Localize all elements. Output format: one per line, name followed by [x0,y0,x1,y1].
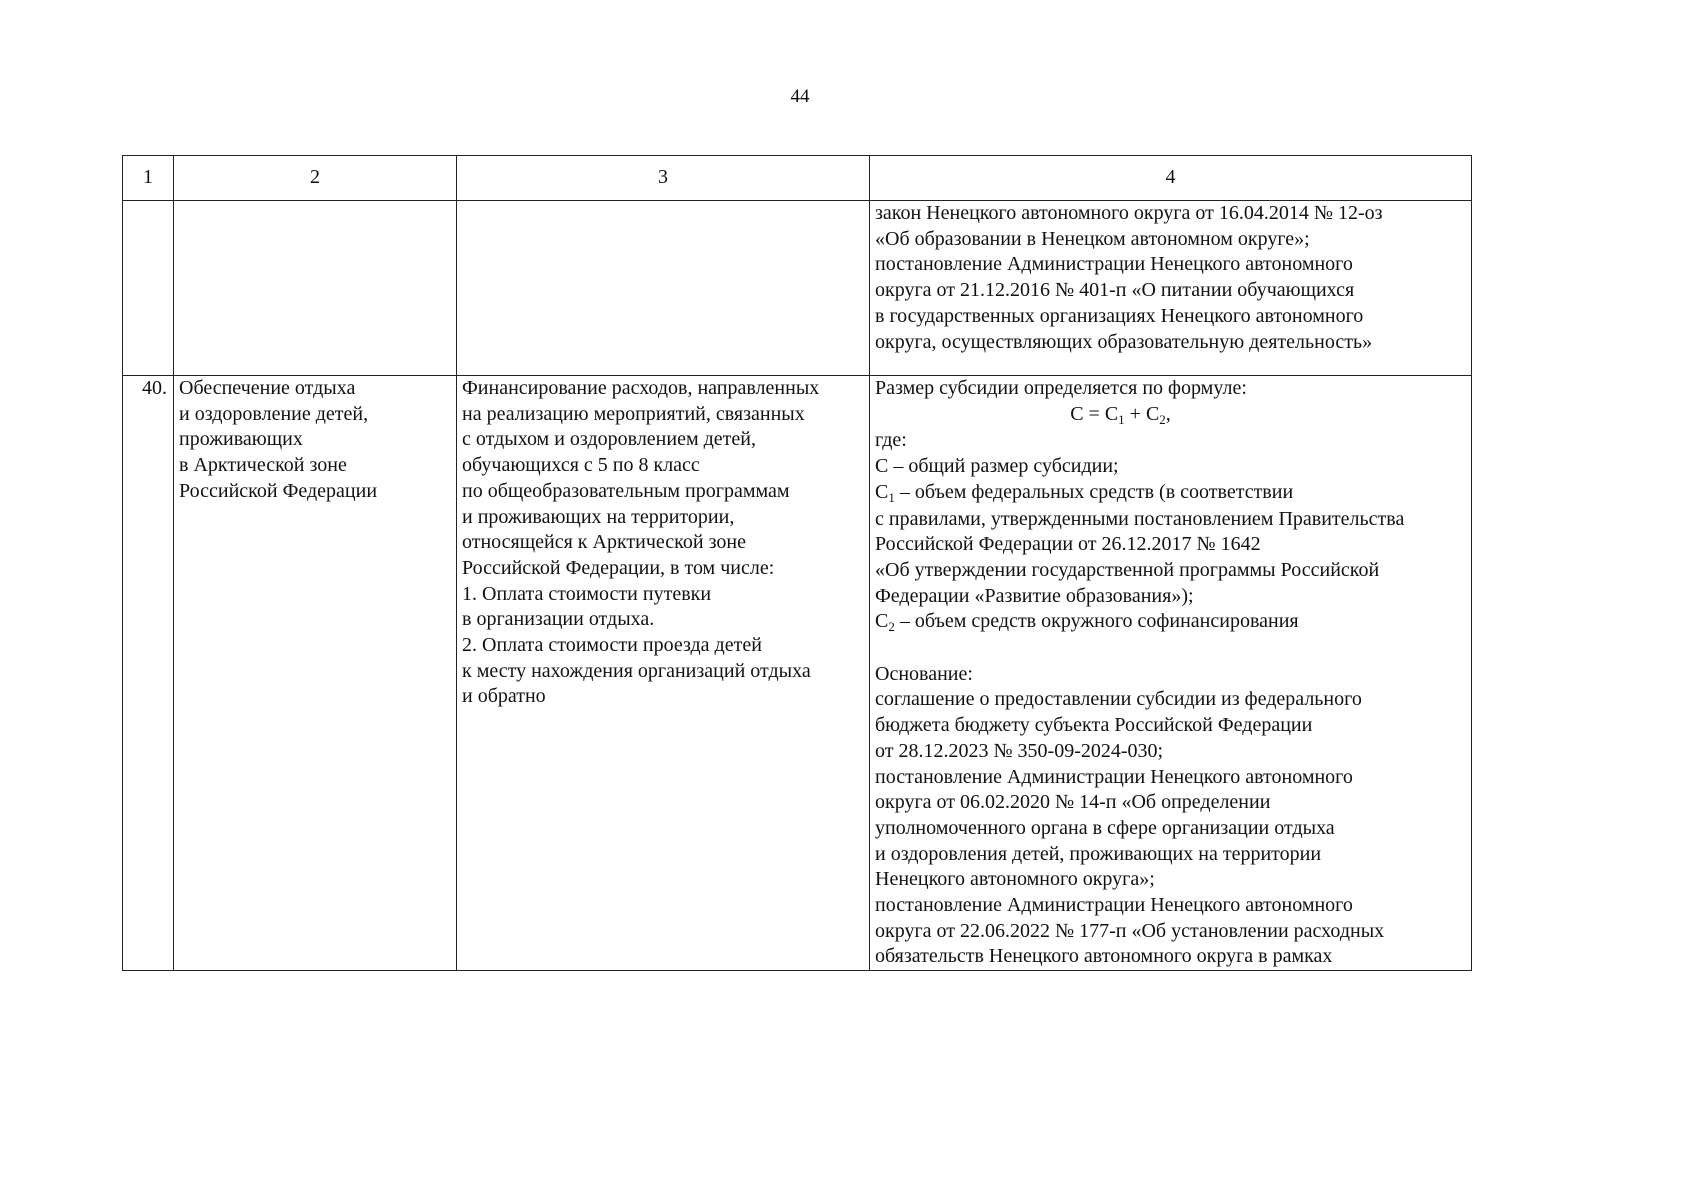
header-col-3: 3 [457,156,870,201]
text-line: Российской Федерации, в том числе: [462,556,775,579]
cell-funding-formula-and-basis [870,376,1472,971]
text-line: Российской Федерации [179,479,378,502]
formula-subscript: 1 [1118,411,1125,427]
row-number: 40. [123,376,174,971]
text-line: Финансирование расходов, направленных [462,377,820,399]
text-line: к месту нахождения организаций отдыха [462,659,811,682]
variable-subscript: 1 [888,489,895,505]
text-line: соглашение о предоставлении субсидии из федерального [875,688,1362,711]
regulation-table [122,155,1472,971]
header-col-4: 4 [870,156,1472,201]
blank-line [875,636,1466,662]
text-line: по общеобразовательным программам [462,479,790,502]
header-col-2: 2 [174,156,457,201]
text-line: округа, осуществляющих образовательную деятельность» [875,330,1373,353]
text-line: постановление Администрации Ненецкого автономного [875,765,1353,788]
variable-c: С – общий размер субсидии; [875,455,1119,478]
text-line: Ненецкого автономного округа»; [875,868,1155,891]
text-line: обязательств Ненецкого автономного округа в рамках [875,945,1333,968]
header-col-1: 1 [123,156,174,201]
text-line: в Арктической зоне [179,454,347,477]
table-header-row [123,156,1472,201]
text-line: Обеспечение отдыха [179,377,356,399]
cell-empty-3 [457,201,870,376]
variable-definition: – объем средств окружного софинансирования [894,610,1299,633]
text-line: и оздоровление детей, [179,402,369,425]
text-line: и проживающих на территории, [462,505,735,528]
cell-empty-1 [123,201,174,376]
text-line: и обратно [462,685,546,708]
text-line: закон Ненецкого автономного округа от 16.04.2014 № 12-оз [875,202,1383,224]
text-line: и оздоровления детей, проживающих на территории [875,842,1322,865]
variable-definition: – объем федеральных средств (в соответствии [894,480,1294,503]
text-line: в государственных организациях Ненецкого автономного [875,304,1364,327]
basis-title: Основание: [875,662,973,685]
text-line: округа от 22.06.2022 № 177-п «Об установлении расходных [875,919,1385,942]
text-line: «Об утверждении государственной программы Российской [875,558,1380,581]
text-line: проживающих [179,428,303,451]
text-line: 2. Оплата стоимости проезда детей [462,634,762,657]
text-line: от 28.12.2023 № 350-09-2024-030; [875,739,1164,762]
page-number: 44 [790,86,810,107]
cell-activity-description [457,376,870,971]
subsidy-formula [875,402,1466,429]
text-line: уполномоченного органа в сфере организации отдыха [875,816,1335,839]
text-line: на реализацию мероприятий, связанных [462,402,805,425]
text-line: бюджета бюджету субъекта Российской Федерации [875,714,1313,737]
formula-part: + С [1124,402,1160,425]
variable-symbol: С [875,610,889,633]
text-line: Российской Федерации от 26.12.2017 № 1642 [875,533,1261,556]
variable-symbol: С [875,480,889,503]
text-line: «Об образовании в Ненецком автономном округе»; [875,227,1310,250]
text-line: 1. Оплата стоимости путевки [462,582,712,605]
text-line: округа от 06.02.2020 № 14-п «Об определении [875,791,1271,814]
where-label: где: [875,429,907,452]
table-row-continuation [123,201,1472,376]
text-line: относящейся к Арктической зоне [462,531,746,554]
text-line: с правилами, утвержденными постановлением Правительства [875,507,1405,530]
cell-empty-2 [174,201,457,376]
formula-subscript: 2 [1159,411,1166,427]
text-line: постановление Администрации Ненецкого автономного [875,253,1353,276]
formula-part: , [1165,402,1171,425]
table-row-40 [123,376,1472,971]
text-line: Федерации «Развитие образования»); [875,584,1194,607]
text-line: округа от 21.12.2016 № 401-п «О питании обучающихся [875,279,1355,302]
variable-subscript: 2 [888,619,895,635]
text-line: постановление Администрации Ненецкого автономного [875,894,1353,917]
formula-part: С = С [1070,402,1119,425]
variable-c2 [875,609,1466,636]
variable-c1 [875,480,1466,507]
text-line: с отдыхом и оздоровлением детей, [462,428,756,451]
cell-legal-basis-continued [870,201,1472,376]
formula-intro: Размер субсидии определяется по формуле: [875,377,1247,399]
text-line: обучающихся с 5 по 8 класс [462,454,700,477]
text-line: в организации отдыха. [462,608,655,631]
cell-activity-name [174,376,457,971]
